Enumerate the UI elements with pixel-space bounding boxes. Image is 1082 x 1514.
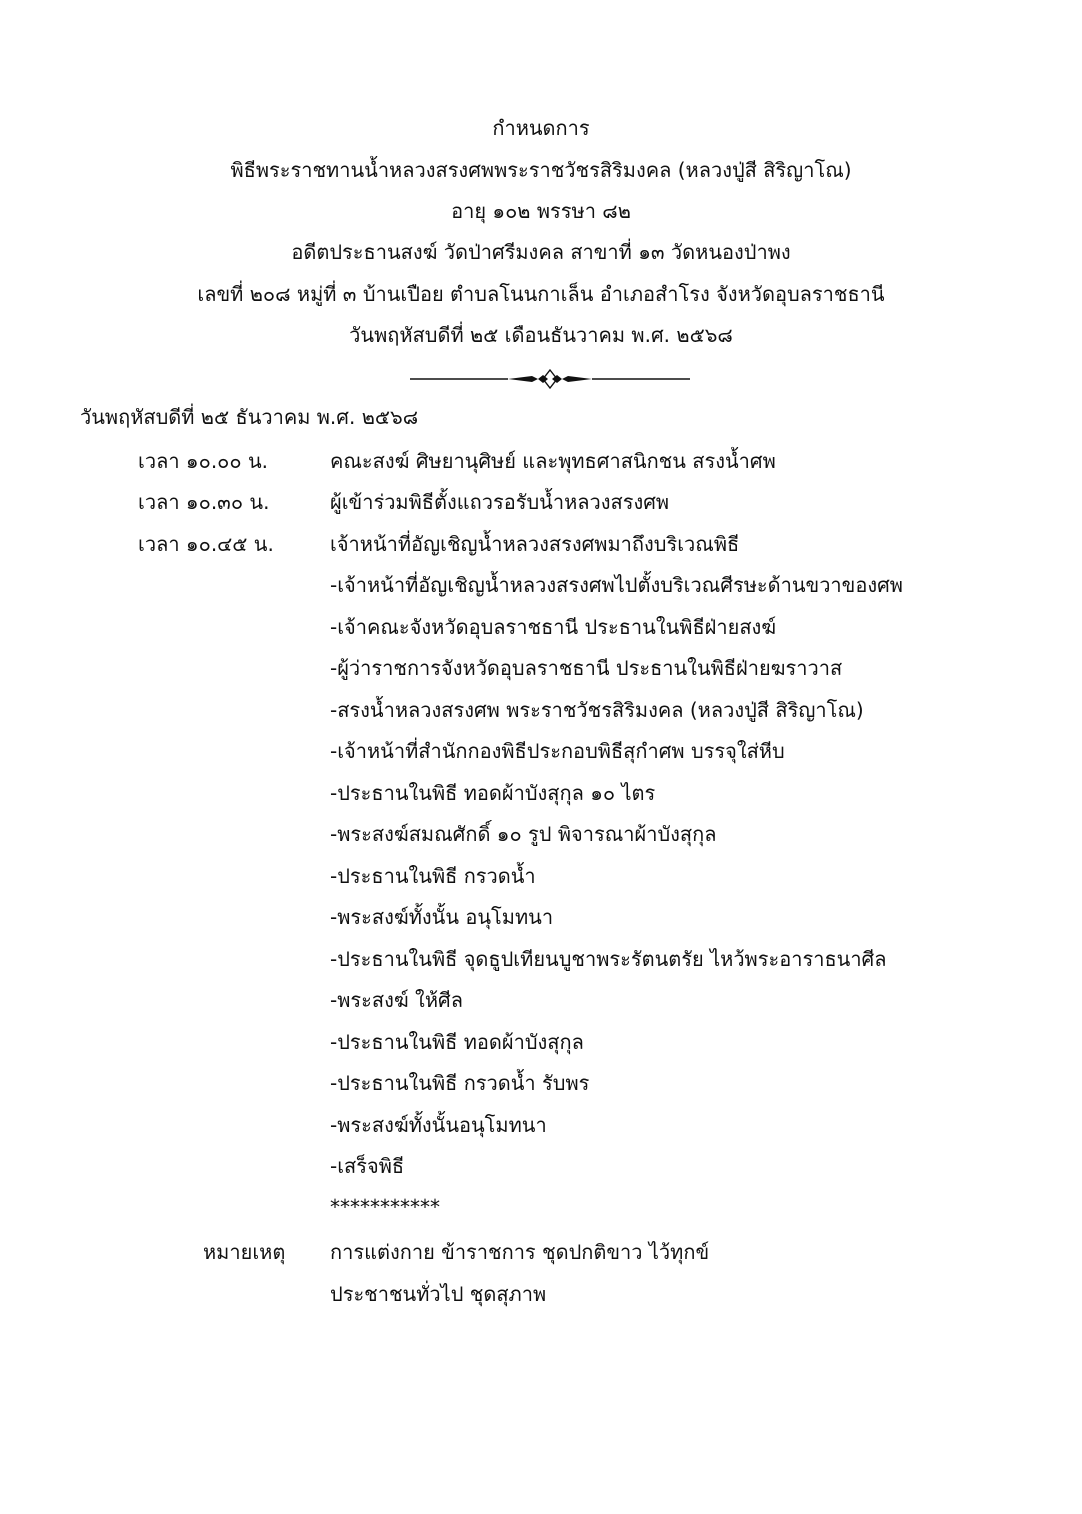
schedule-item: เจ้าหน้าที่อัญเชิญน้ำหลวงสรงศพมาถึงบริเวณพิธี [330, 532, 740, 556]
separator-line: *********** [330, 1195, 440, 1219]
ceremony-step: -พระสงฆ์ ให้ศีล [330, 988, 463, 1012]
schedule-item: ผู้เข้าร่วมพิธีตั้งแถวรอรับน้ำหลวงสรงศพ [330, 490, 670, 514]
ceremony-step: -พระสงฆ์ทั้งนั้น อนุโมทนา [330, 905, 554, 929]
schedule-date-heading: วันพฤหัสบดีที่ ๒๕ ธันวาคม พ.ศ. ๒๕๖๘ [80, 405, 419, 429]
schedule-item: คณะสงฆ์ ศิษยานุศิษย์ และพุทธศาสนิกชน สรงน้ำศพ [330, 449, 776, 473]
ceremony-step: -ประธานในพิธี จุดธูปเทียนบูชาพระรัตนตรัย ไหว้พระอาราธนาศีล [330, 947, 887, 971]
ceremony-step: -ประธานในพิธี กรวดน้ำ รับพร [330, 1071, 590, 1095]
ceremony-step: -ประธานในพิธี ทอดผ้าบังสุกุล [330, 1030, 584, 1054]
note-label: หมายเหตุ [203, 1240, 286, 1264]
age-line: อายุ ๑๐๒ พรรษา ๘๒ [451, 199, 631, 223]
address-line: เลขที่ ๒๐๘ หมู่ที่ ๓ บ้านเปือย ตำบลโนนกาเล็น อำเภอสำโรง จังหวัดอุบลราชธานี [197, 282, 885, 306]
ceremony-step: -พระสงฆ์สมณศักดิ์ ๑๐ รูป พิจารณาผ้าบังสุกุล [330, 822, 717, 846]
ceremony-step: -ผู้ว่าราชการจังหวัดอุบลราชธานี ประธานในพิธีฝ่ายฆราวาส [330, 656, 843, 680]
ceremony-step: -เจ้าคณะจังหวัดอุบลราชธานี ประธานในพิธีฝ่ายสงฆ์ [330, 615, 777, 639]
ceremony-date-line: วันพฤหัสบดีที่ ๒๕ เดือนธันวาคม พ.ศ. ๒๕๖๘ [349, 323, 733, 347]
time-label: เวลา ๑๐.๐๐ น. [138, 449, 268, 473]
time-label: เวลา ๑๐.๔๕ น. [138, 532, 274, 556]
time-label: เวลา ๑๐.๓๐ น. [138, 490, 270, 514]
ceremony-step: -พระสงฆ์ทั้งนั้นอนุโมทนา [330, 1113, 547, 1137]
ceremony-step: -ประธานในพิธี ทอดผ้าบังสุกุล ๑๐ ไตร [330, 781, 656, 805]
ceremony-step: -เสร็จพิธี [330, 1154, 405, 1178]
ceremony-step: -ประธานในพิธี กรวดน้ำ [330, 864, 536, 888]
note-dress-officials: การแต่งกาย ข้าราชการ ชุดปกติขาว ไว้ทุกข์ [330, 1240, 710, 1264]
note-dress-public: ประชาชนทั่วไป ชุดสุภาพ [330, 1282, 547, 1306]
ornament-divider-icon [410, 366, 690, 392]
doc-title: กำหนดการ [492, 116, 590, 140]
ceremony-step: -สรงน้ำหลวงสรงศพ พระราชวัชรสิริมงคล (หลวงปู่สี สิริญาโณ) [330, 698, 864, 722]
ceremony-step: -เจ้าหน้าที่สำนักกองพิธีประกอบพิธีสุกำศพ บรรจุใส่หีบ [330, 739, 785, 763]
ceremony-step: -เจ้าหน้าที่อัญเชิญน้ำหลวงสรงศพไปตั้งบริเวณศีรษะด้านขวาของศพ [330, 573, 903, 597]
ceremony-title: พิธีพระราชทานน้ำหลวงสรงศพพระราชวัชรสิริมงคล (หลวงปู่สี สิริญาโณ) [230, 158, 852, 182]
former-position-line: อดีตประธานสงฆ์ วัดป่าศรีมงคล สาขาที่ ๑๓ วัดหนองป่าพง [291, 240, 791, 264]
